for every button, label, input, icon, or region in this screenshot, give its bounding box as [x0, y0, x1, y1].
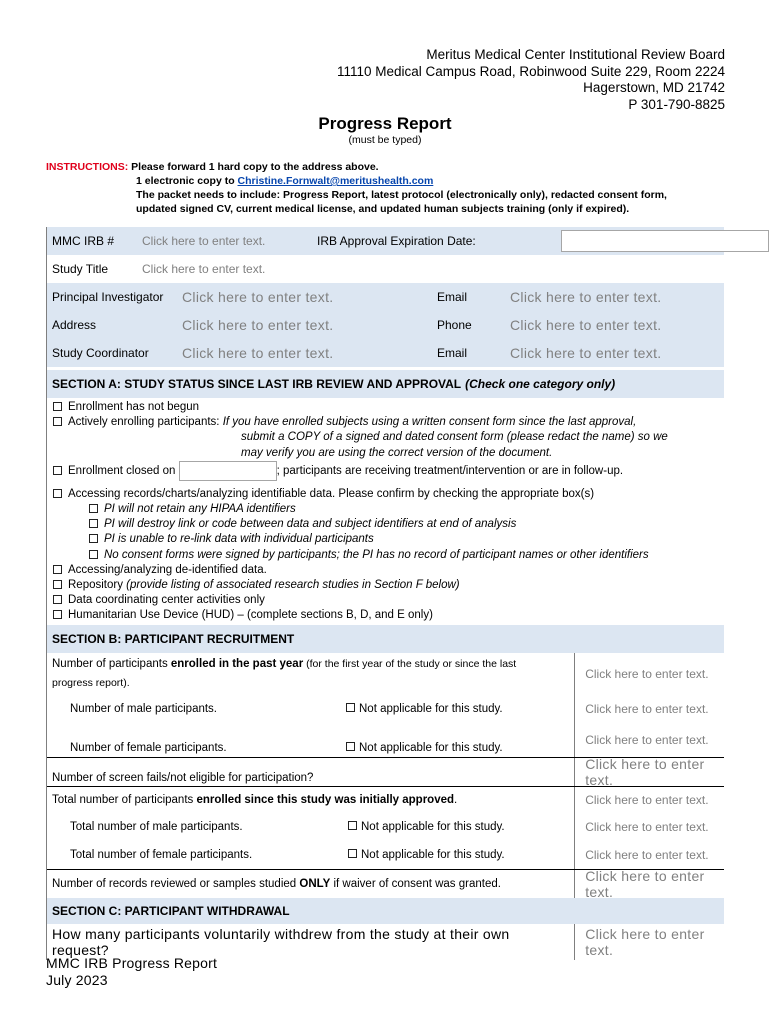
withdrawal-input[interactable]: Click here to enter text. [574, 924, 724, 960]
checkbox[interactable] [348, 849, 357, 858]
study-title-label: Study Title [52, 262, 109, 276]
address-line: P 301-790-8825 [628, 96, 725, 112]
option-hud[interactable] [53, 608, 724, 623]
page-subtitle: (must be typed) [348, 134, 422, 146]
option-label: No consent forms were signed by participants; the PI has no record of participant names or other identifiers [104, 548, 649, 561]
option-label: Not applicable for this study. [361, 848, 505, 861]
option-label: Actively enrolling participants: [68, 416, 220, 429]
checkbox[interactable] [53, 610, 62, 619]
row-label: Number of records reviewed or samples studied [52, 877, 297, 890]
option-label: PI will destroy link or code between data and subject identifiers at end of analysis [104, 518, 517, 531]
total-female-input[interactable]: Click here to enter text. [574, 841, 724, 869]
records-reviewed-input[interactable]: Click here to enter text. [574, 870, 724, 898]
total-female-na-option[interactable] [348, 849, 505, 861]
irb-number-input[interactable]: Click here to enter text. [142, 234, 266, 248]
phone-label: Phone [437, 318, 472, 332]
row-label-bold: enrolled since this study was initially approved [196, 793, 455, 806]
sub-option-3[interactable] [53, 532, 724, 547]
pi-row [47, 283, 724, 311]
checkbox[interactable] [53, 580, 62, 589]
study-title-input[interactable]: Click here to enter text. [142, 262, 266, 276]
checkbox[interactable] [346, 703, 355, 712]
row-label: Total number of female participants. [70, 848, 253, 861]
row-label: . [454, 793, 458, 806]
screen-fails-row [47, 758, 724, 786]
sub-option-4[interactable] [53, 548, 724, 563]
section-b-header [47, 625, 724, 653]
checkbox[interactable] [346, 742, 355, 751]
coordinator-label: Study Coordinator [52, 346, 149, 360]
option-label: Not applicable for this study. [361, 820, 505, 833]
option-label: Accessing/analyzing de-identified data. [68, 563, 267, 576]
male-count-input[interactable]: Click here to enter text. [574, 695, 724, 723]
section-c-header [47, 898, 724, 924]
instructions-label: INSTRUCTIONS: [46, 161, 129, 173]
sub-option-2[interactable] [53, 517, 724, 532]
checkbox[interactable] [53, 565, 62, 574]
section-a-title: SECTION A: STUDY STATUS SINCE LAST IRB REVIEW AND APPROVAL [52, 377, 462, 391]
irb-address-block [337, 47, 725, 113]
address-input[interactable]: Click here to enter text. [182, 317, 334, 333]
option-label: Repository [68, 579, 123, 592]
female-count-input[interactable]: Click here to enter text. [574, 723, 724, 757]
pi-email-input[interactable]: Click here to enter text. [510, 289, 662, 305]
checkbox[interactable] [53, 402, 62, 411]
option-label: Data coordinating center activities only [68, 594, 265, 607]
option-label: PI will not retain any HIPAA identifiers [104, 503, 296, 516]
option-not-begun[interactable] [53, 400, 724, 415]
female-na-option[interactable] [346, 742, 503, 754]
section-c-title: SECTION C: PARTICIPANT WITHDRAWAL [52, 903, 290, 918]
sub-option-1[interactable] [53, 502, 724, 517]
option-label: Enrollment has not begun [68, 401, 200, 413]
option-label: PI is unable to re-link data with individual participants [104, 533, 374, 546]
option-active[interactable] [53, 415, 724, 430]
option-label: ; participants are receiving treatment/intervention or are in follow-up. [276, 464, 624, 477]
row-label-bold: ONLY [299, 877, 331, 890]
enrolled-past-year-row [47, 653, 724, 695]
closed-date-input[interactable] [179, 461, 277, 481]
address-line: Meritus Medical Center Institutional Review Board [426, 47, 725, 62]
checkbox[interactable] [89, 534, 98, 543]
coordinator-input[interactable]: Click here to enter text. [182, 345, 334, 361]
section-a-options [47, 398, 724, 624]
total-male-row [47, 813, 724, 841]
option-closed[interactable] [53, 461, 724, 481]
coordinator-email-label: Email [437, 346, 468, 360]
male-na-option[interactable] [346, 703, 503, 715]
row-label: if waiver of consent was granted. [333, 877, 501, 890]
row-label: progress report). [52, 676, 130, 689]
row-label: Number of screen fails/not eligible for participation? [52, 771, 314, 784]
checkbox[interactable] [53, 466, 62, 475]
total-female-row [47, 841, 724, 869]
address-line: 11110 Medical Campus Road, Robinwood Suite 229, Room 2224 [337, 63, 725, 79]
enrolled-past-year-input[interactable]: Click here to enter text. [574, 653, 724, 695]
address-line: Hagerstown, MD 21742 [583, 80, 725, 95]
page-footer [46, 955, 217, 989]
instructions-block [46, 160, 736, 216]
section-b-title: SECTION B: PARTICIPANT RECRUITMENT [52, 631, 295, 646]
records-reviewed-row [47, 870, 724, 898]
option-accessing[interactable] [53, 487, 724, 502]
page-title: Progress Report [318, 114, 452, 133]
male-row [47, 695, 724, 723]
footer-title: MMC IRB Progress Report [46, 955, 218, 971]
instructions-line-2: 1 electronic copy to [136, 175, 238, 187]
option-note: submit a COPY of a signed and dated consent form (please redact the name) so we [241, 431, 668, 444]
option-note: (provide listing of associated research studies in Section F below) [126, 579, 460, 592]
row-label: (for the first year of the study or since the last [303, 657, 517, 670]
section-a-header [47, 370, 724, 398]
row-label: Number of participants [52, 657, 171, 670]
option-label: Not applicable for this study. [359, 741, 503, 754]
total-male-na-option[interactable] [348, 821, 505, 833]
instructions-line-3: The packet needs to include: Progress Report, latest protocol (electronically only), redacted consent form, [136, 189, 667, 201]
total-enrolled-row [47, 787, 724, 813]
coordinator-email-input[interactable]: Click here to enter text. [510, 345, 662, 361]
phone-input[interactable]: Click here to enter text. [510, 317, 662, 333]
checkbox[interactable] [53, 595, 62, 604]
pi-label: Principal Investigator [52, 290, 164, 304]
option-note: If you have enrolled subjects using a written consent form since the last approval, [222, 416, 637, 429]
checkbox[interactable] [53, 417, 62, 426]
contact-email-link[interactable]: Christine.Fornwalt@meritushealth.com [237, 175, 434, 187]
address-label: Address [52, 318, 97, 332]
option-repository[interactable] [53, 578, 724, 593]
option-label: Humanitarian Use Device (HUD) – (complete sections B, D, and E only) [68, 609, 433, 622]
row-label-bold: enrolled in the past year [170, 657, 304, 670]
footer-date: July 2023 [46, 972, 108, 988]
female-row [47, 723, 724, 757]
checkbox[interactable] [53, 489, 62, 498]
option-note: may verify you are using the correct version of the document. [241, 446, 553, 459]
option-label: Not applicable for this study. [359, 702, 503, 715]
irb-number-label: MMC IRB # [52, 234, 115, 248]
pi-email-label: Email [437, 290, 468, 304]
row-label: Total number of participants [52, 793, 194, 806]
progress-report-form [46, 227, 724, 960]
total-enrolled-input[interactable]: Click here to enter text. [574, 787, 724, 813]
option-data-center[interactable] [53, 593, 724, 608]
instructions-line-1: Please forward 1 hard copy to the address above. [131, 161, 379, 173]
option-deidentified[interactable] [53, 563, 724, 578]
row-label: Total number of male participants. [70, 820, 243, 833]
option-label: Enrollment closed on [68, 464, 176, 477]
section-a-note: (Check one category only) [465, 377, 616, 391]
study-title-row [47, 255, 724, 283]
instructions-line-4: updated signed CV, current medical license, and updated human subjects training (only if expired). [136, 203, 630, 215]
checkbox[interactable] [89, 504, 98, 513]
total-male-input[interactable]: Click here to enter text. [574, 813, 724, 841]
pi-input[interactable]: Click here to enter text. [182, 289, 334, 305]
checkbox[interactable] [89, 519, 98, 528]
withdrawal-question: How many participants voluntarily withdrew from the study at their own request? [52, 925, 510, 958]
checkbox[interactable] [89, 550, 98, 559]
irb-number-row [47, 227, 724, 255]
screen-fails-input[interactable]: Click here to enter text. [574, 758, 724, 786]
coordinator-row [47, 339, 724, 367]
row-label: Number of male participants. [70, 702, 218, 715]
row-label: Number of female participants. [70, 741, 227, 754]
irb-expiration-label: IRB Approval Expiration Date: [317, 234, 476, 248]
option-label: Accessing records/charts/analyzing identifiable data. Please confirm by checking the appropriate box(s) [68, 487, 595, 500]
irb-expiration-input[interactable] [561, 230, 769, 252]
address-row [47, 311, 724, 339]
checkbox[interactable] [348, 821, 357, 830]
